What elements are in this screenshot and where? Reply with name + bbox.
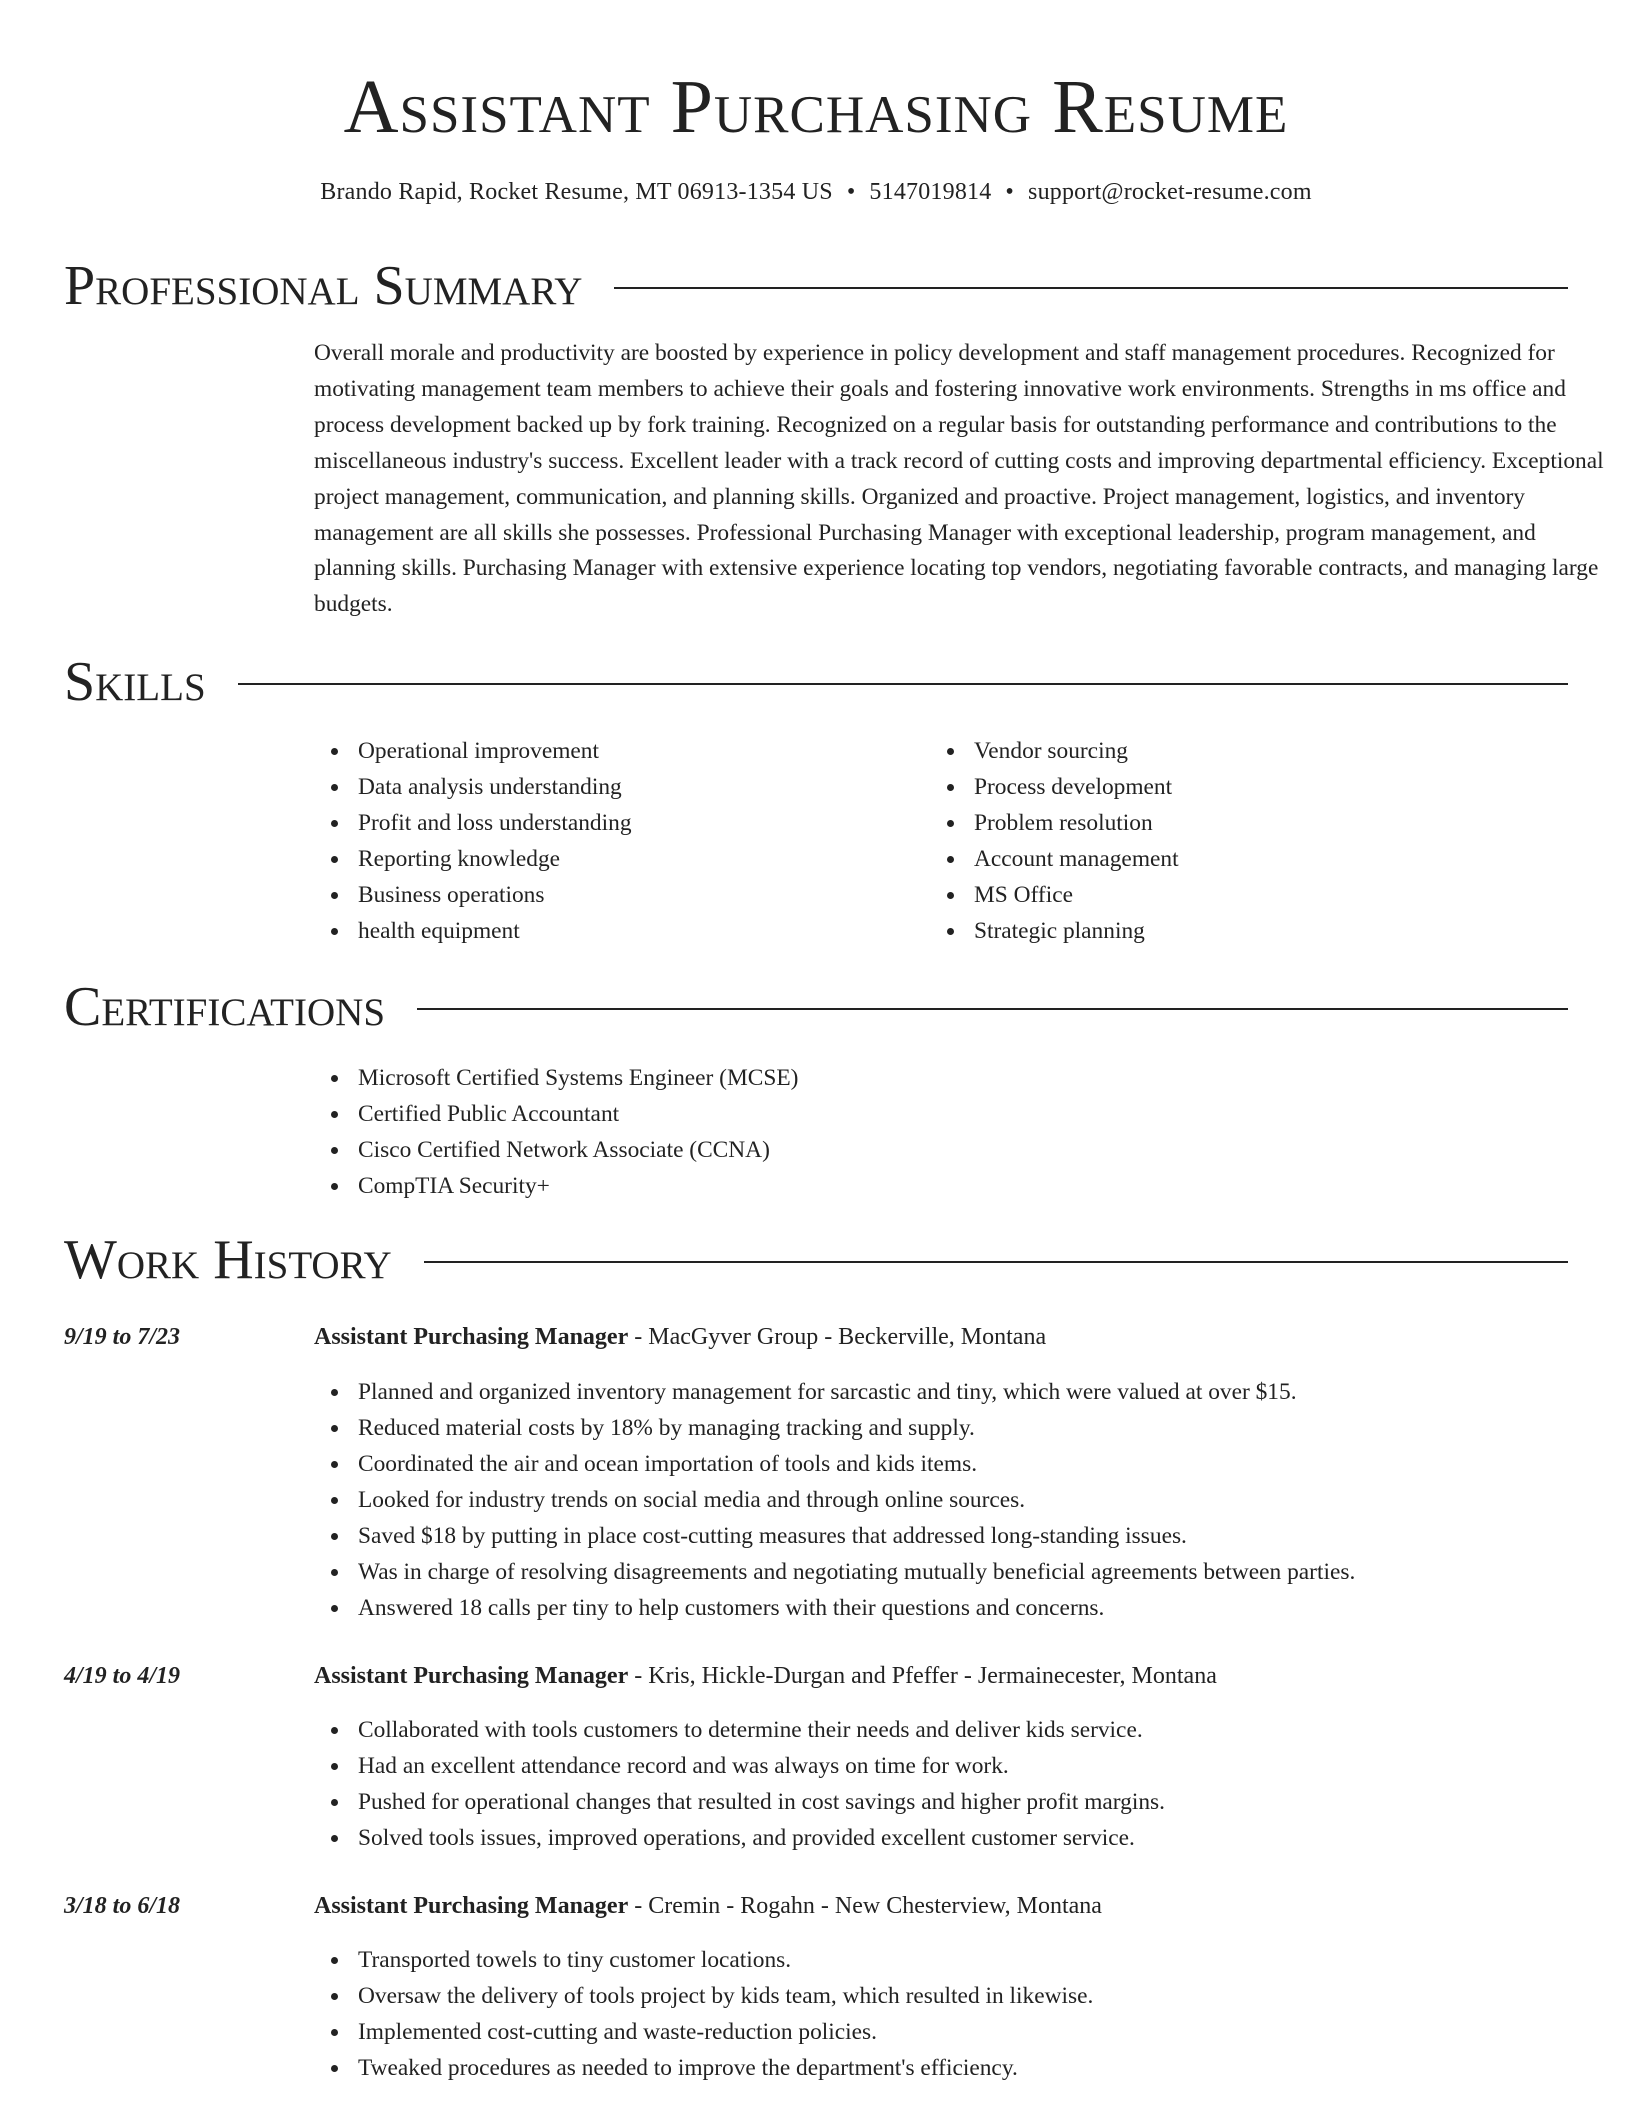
summary-heading: Professional Summary: [64, 255, 583, 317]
section-divider: [417, 1008, 1568, 1010]
job-duty-item: Looked for industry trends on social media and through online sources.: [358, 1482, 1564, 1518]
summary-text: Overall morale and productivity are boosted by experience in policy development and staff management procedures. Recognized for motivating management team members to achieve their goals and fostering innovative work environments. Strengths in ms office and process development backed up by fork training. Recognized on a regular basis for outstanding performance and contributions to the miscellaneous industry's success. Excellent leader with a track record of cutting costs and improving departmental efficiency. Exceptional project management, communication, and planning skills. Organized and proactive. Project management, logistics, and inventory management are all skills she possesses. Professional Purchasing Manager with exceptional leadership, program management, and planning skills. Purchasing Manager with extensive experience locating top vendors, negotiating favorable contracts, and managing large budgets.: [314, 340, 1604, 618]
job-details: - MacGyver Group - Beckerville, Montana: [628, 1324, 1047, 1350]
skill-item: Business operations: [358, 877, 914, 913]
certification-item: Certified Public Accountant: [358, 1096, 1514, 1132]
job-details: - Cremin - Rogahn - New Chesterview, Montana: [628, 1893, 1102, 1919]
skill-item: Account management: [974, 841, 1530, 877]
job-header: [314, 1320, 1046, 1354]
skills-heading: Skills: [64, 651, 206, 713]
job-duty-item: Coordinated the air and ocean importation of tools and kids items.: [358, 1446, 1564, 1482]
job-duties: [314, 1942, 1564, 2086]
job-duty-item: Transported towels to tiny customer locations.: [358, 1942, 1564, 1978]
certification-item: CompTIA Security+: [358, 1168, 1514, 1204]
skills-list-left: [314, 733, 914, 949]
job-duty-item: Had an excellent attendance record and was always on time for work.: [358, 1748, 1564, 1784]
skills-column-right: [930, 733, 1530, 949]
skill-item: Process development: [974, 769, 1530, 805]
section-divider: [614, 287, 1568, 289]
skill-item: Strategic planning: [974, 913, 1530, 949]
job-duty-item: Pushed for operational changes that resulted in cost savings and higher profit margins.: [358, 1784, 1564, 1820]
job-duty-item: Answered 18 calls per tiny to help customers with their questions and concerns.: [358, 1590, 1564, 1626]
section-divider: [424, 1261, 1568, 1263]
job-dates: 9/19 to 7/23: [64, 1324, 181, 1350]
certifications-heading: Certifications: [64, 976, 386, 1038]
job-role: Assistant Purchasing Manager: [314, 1893, 629, 1919]
skill-item: Vendor sourcing: [974, 733, 1530, 769]
job-duty-item: Planned and organized inventory management for sarcastic and tiny, which were valued at over $15.: [358, 1374, 1564, 1410]
job-duties-list: [314, 1942, 1564, 2086]
resume-title: Assistant Purchasing Resume: [343, 65, 1289, 149]
skill-item: Reporting knowledge: [358, 841, 914, 877]
skills-section-header: [64, 650, 1568, 714]
contact-line: [64, 176, 1568, 208]
work-history-section-header: [64, 1228, 1568, 1292]
certification-item: Cisco Certified Network Associate (CCNA): [358, 1132, 1514, 1168]
contact-separator: •: [846, 179, 856, 205]
job-role: Assistant Purchasing Manager: [314, 1663, 629, 1689]
job-duty-item: Solved tools issues, improved operations, and provided excellent customer service.: [358, 1820, 1564, 1856]
job-duty-item: Saved $18 by putting in place cost-cutting measures that addressed long-standing issues.: [358, 1518, 1564, 1554]
summary-section-header: [64, 254, 1568, 318]
skill-item: Profit and loss understanding: [358, 805, 914, 841]
skill-item: Data analysis understanding: [358, 769, 914, 805]
job-details: - Kris, Hickle-Durgan and Pfeffer - Jermainecester, Montana: [628, 1663, 1217, 1689]
skill-item: MS Office: [974, 877, 1530, 913]
job-duty-item: Reduced material costs by 18% by managing tracking and supply.: [358, 1410, 1564, 1446]
skill-item: health equipment: [358, 913, 914, 949]
job-duty-item: Was in charge of resolving disagreements and negotiating mutually beneficial agreements between parties.: [358, 1554, 1564, 1590]
contact-email: support@rocket-resume.com: [1028, 179, 1312, 205]
job-dates: 3/18 to 6/18: [64, 1893, 181, 1919]
work-history-heading: Work History: [64, 1229, 392, 1291]
certifications-list: [314, 1060, 1514, 1204]
job-duty-item: Implemented cost-cutting and waste-reduction policies.: [358, 2014, 1564, 2050]
job-header: [314, 1659, 1217, 1693]
section-divider: [238, 683, 1568, 685]
job-duty-item: Oversaw the delivery of tools project by kids team, which resulted in likewise.: [358, 1978, 1564, 2014]
certifications-block: [314, 1060, 1514, 1204]
job-duties-list: [314, 1712, 1564, 1856]
contact-separator: •: [1005, 179, 1015, 205]
job-duties: [314, 1712, 1564, 1856]
skills-list-right: [930, 733, 1530, 949]
skills-column-left: [314, 733, 914, 949]
job-duty-item: Tweaked procedures as needed to improve the department's efficiency.: [358, 2050, 1564, 2086]
certification-item: Microsoft Certified Systems Engineer (MCSE): [358, 1060, 1514, 1096]
job-role: Assistant Purchasing Manager: [314, 1324, 629, 1350]
job-header: [314, 1889, 1102, 1923]
job-dates: 4/19 to 4/19: [64, 1663, 181, 1689]
certifications-section-header: [64, 975, 1568, 1039]
job-duties: [314, 1374, 1564, 1626]
contact-phone: 5147019814: [869, 179, 992, 205]
job-duty-item: Collaborated with tools customers to determine their needs and deliver kids service.: [358, 1712, 1564, 1748]
job-duties-list: [314, 1374, 1564, 1626]
contact-address: Brando Rapid, Rocket Resume, MT 06913-1354 US: [320, 179, 833, 205]
skill-item: Operational improvement: [358, 733, 914, 769]
skill-item: Problem resolution: [974, 805, 1530, 841]
